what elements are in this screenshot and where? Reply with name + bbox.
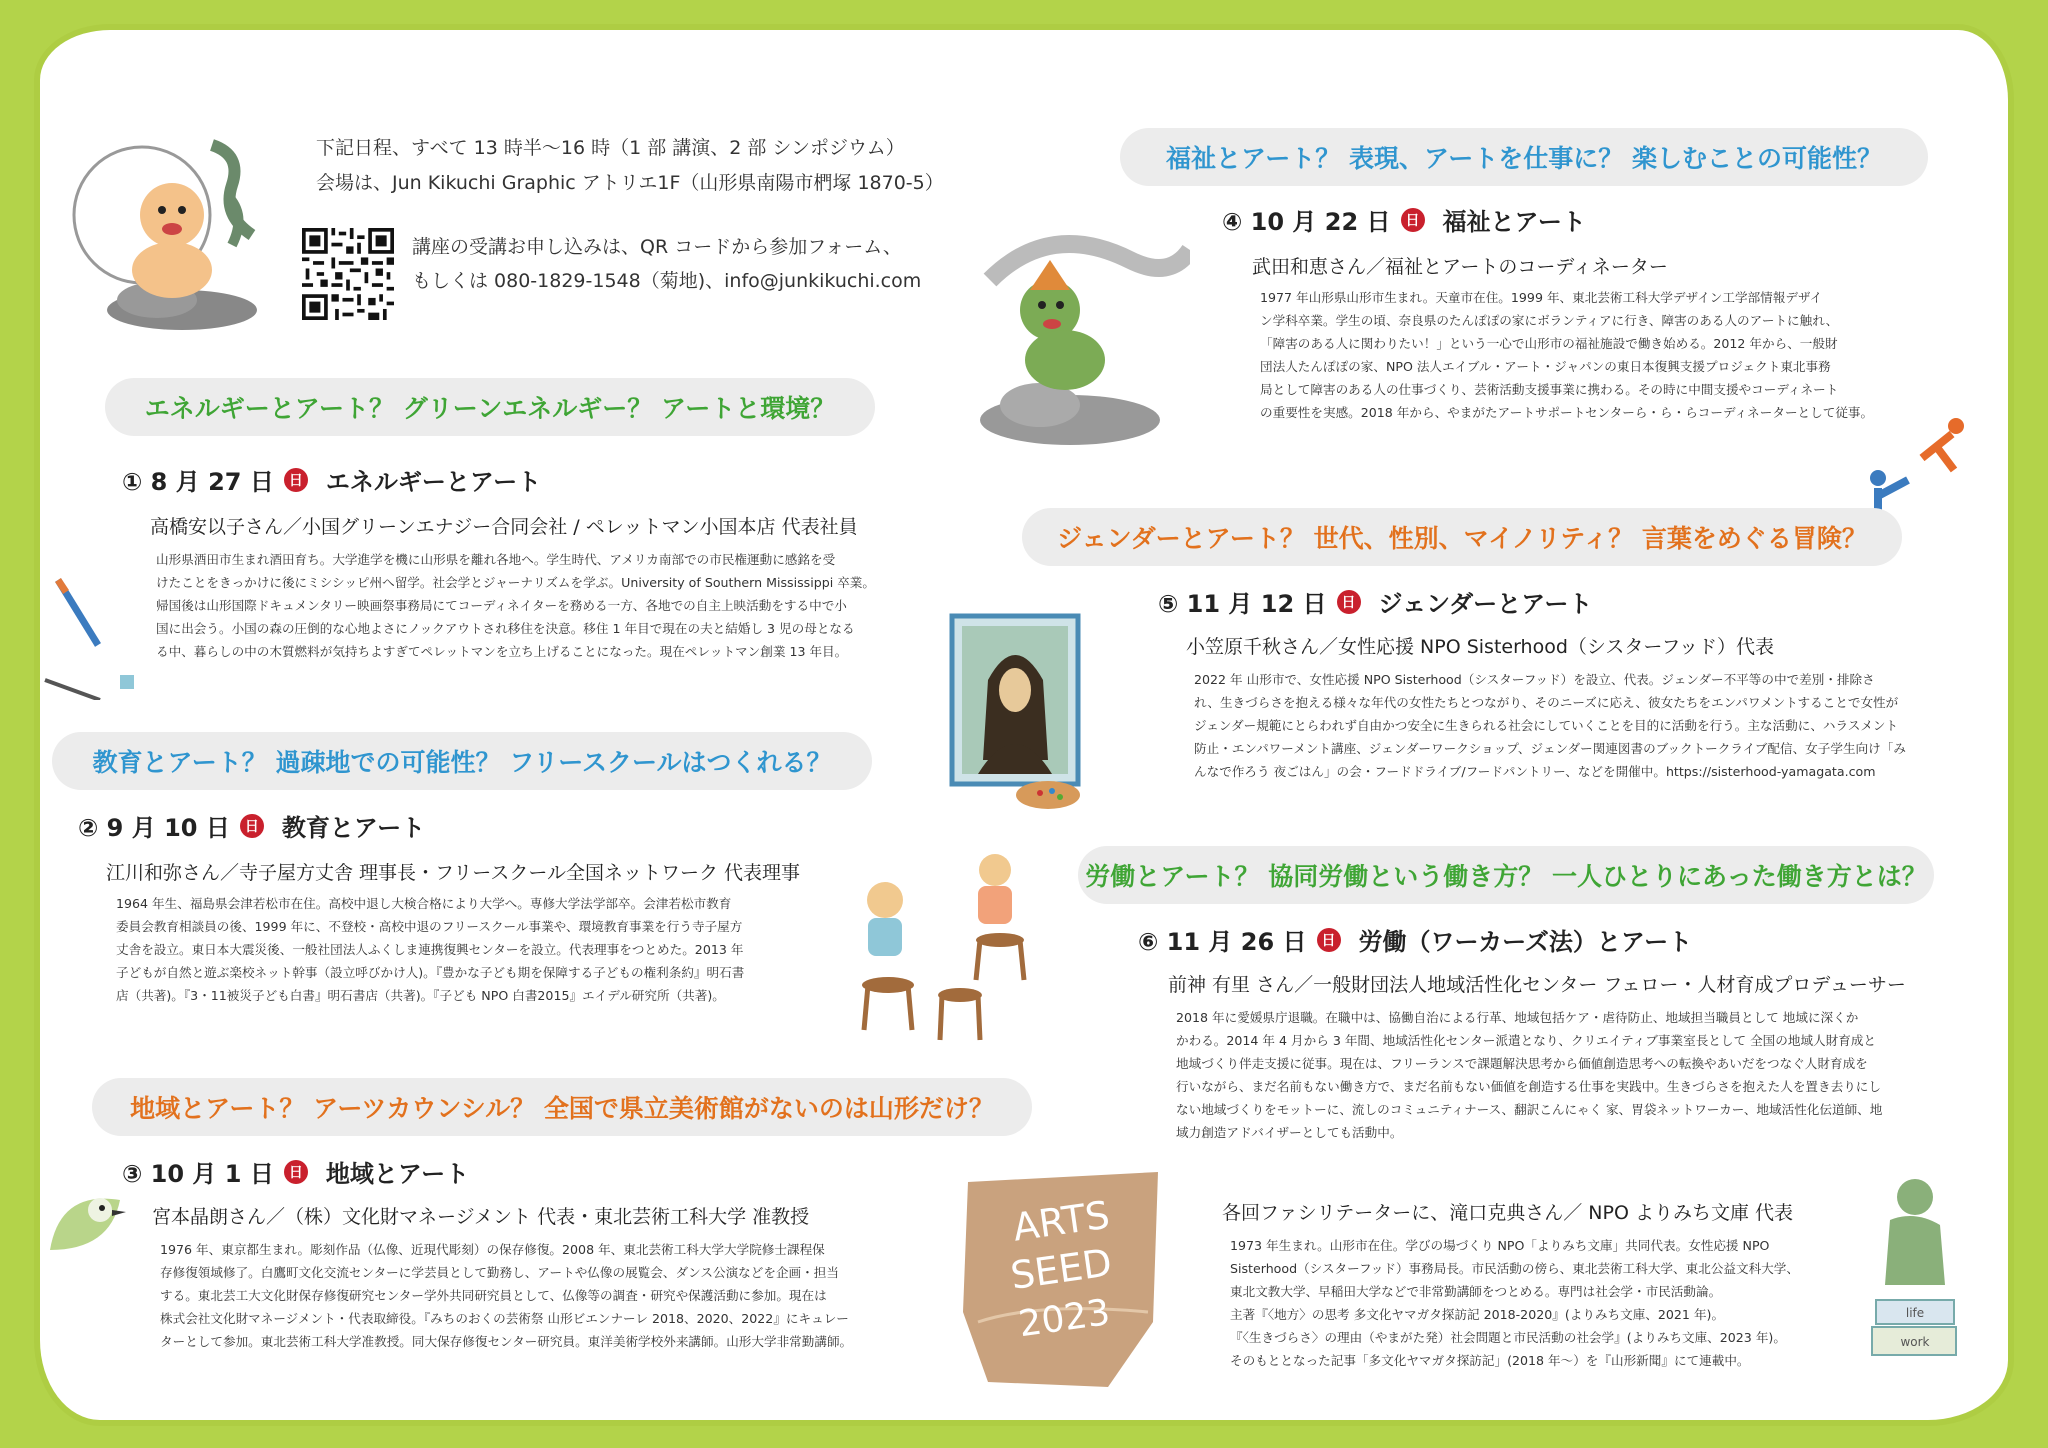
sunday-badge: 日 (1401, 208, 1425, 232)
bio-line: かわる。2014 年 4 月から 3 年間、地域活性化センター派遣となり、クリエイティブ事業室長として 全国の地域人財育成と (1176, 1033, 1877, 1048)
bio-line: 国に出会う。小国の森の圧倒的な心地よさにノックアウトされ移住を決意。移住 1 年目で現在の夫と結婚し 3 児の母となる (156, 621, 855, 636)
session-6-bio (1176, 1006, 1882, 1144)
bio-line: けたことをきっかけに後にミシシッピ州へ留学。社会学とジャーナリズムを学ぶ。University of Southern Mississippi 卒業。 (156, 575, 875, 590)
session-6-date: ⑥ 11 月 26 日 (1138, 928, 1307, 956)
bio-line: 東北文教大学、早稲田大学などで非常勤講師をつとめる。専門は社会学・市民活動論。 (1230, 1284, 1722, 1299)
sunday-badge: 日 (1337, 590, 1361, 614)
bio-line: 局として障害のある人の仕事づくり、芸術活動支援事業に携わる。その時に中間支援やコーディネート (1260, 382, 1839, 397)
bio-line: 1976 年、東京都生まれ。彫刻作品（仏像、近現代彫刻）の保存修復。2008 年、東北芸術工科大学大学院修士課程保 (160, 1242, 825, 1257)
session-1-title-post: とアート (445, 468, 542, 496)
bio-line: ジェンダー規範にとらわれず自由かつ安全に生きられる社会にしていくことを目的に活動を行う。主な活動に、ハラスメント (1194, 718, 1899, 733)
session-3-bio (160, 1238, 852, 1353)
session-5-header (1158, 584, 1592, 619)
session-5-speaker: 小笠原千秋さん／女性応援 NPO Sisterhood（シスターフッド）代表 (1186, 636, 1775, 658)
pencil-icon (40, 560, 150, 700)
bio-line: れ、生きづらさを抱える様々な年代の女性たちとつながり、そのニーズに応え、彼女たちをエンパワメントすることで女性が (1194, 695, 1899, 710)
bio-line: 子どもが自然と遊ぶ楽校ネット幹事（設立呼びかけ人)。『豊かな子ども期を保障する子どもの権利条約』明石書 (116, 965, 745, 980)
session-2-title-post: とアート (329, 814, 426, 842)
mona-lisa-icon (948, 610, 1098, 820)
bio-line: 店（共著)。『3・11被災子ども白書』明石書店（共著)。『子ども NPO 白書2015』エイデル研究所（共著)。 (116, 988, 725, 1003)
logo-line-3: 2023 (1016, 1291, 1113, 1346)
venue-line: 会場は、Jun Kikuchi Graphic アトリエ1F（山形県南陽市椚塚 1870-5） (316, 172, 944, 194)
bio-line: んなで作ろう 夜ごはん」の会・フードドライブ/フードパントリー、などを開催中。https://sisterhood-yamagata.com (1194, 764, 1876, 779)
bio-line: 1977 年山形県山形市生まれ。天童市在住。1999 年、東北芸術工科大学デザイン工学部情報デザイ (1260, 290, 1823, 305)
session-3-date: ③ 10 月 1 日 (122, 1160, 274, 1188)
bio-line: 行いながら、まだ名前もない働き方で、まだ名前もない価値を創造する仕事を実践中。生きづらさを抱えた人を置き去りにし (1176, 1079, 1881, 1094)
bio-line: 帰国後は山形国際ドキュメンタリー映画祭事務局にてコーディネイターを務める一方、各地での自主上映活動をする中で小 (156, 598, 847, 613)
bio-line: 域力創造アドバイザーとしても活動中。 (1176, 1125, 1403, 1140)
logo-line-2: SEED (1007, 1240, 1115, 1298)
bio-line: そのもととなった記事「多文化ヤマガタ探訪記」(2018 年〜）を『山形新聞』にて連載中。 (1230, 1353, 1750, 1368)
bio-line: 防止・エンパワーメント講座、ジェンダーワークショップ、ジェンダー関連図書のブックトークライブ配信、女子学生向け「み (1194, 741, 1906, 756)
bio-line: Sisterhood（シスターフッド）事務局長。市民活動の傍ら、東北芸術工科大学、東北公益文科大学、 (1230, 1261, 1799, 1276)
facilitator-speaker: 各回ファシリテーターに、滝口克典さん／ NPO よりみち文庫 代表 (1222, 1202, 1793, 1224)
session-5-title-pre: ジェンダー (1378, 590, 1498, 618)
thinker-icon (1860, 1175, 1970, 1375)
bio-line: 1964 年生、福島県会津若松市在住。高校中退し大検合格により大学へ。専修大学法学部卒。会津若松市教育 (116, 896, 732, 911)
bio-line: 存修復領域修了。白鷹町文化交流センターに学芸員として勤務し、アートや仏像の展覧会、ダンス公演などを企画・担当 (160, 1265, 839, 1280)
bio-line: 『〈生きづらさ〉の理由（やまがた発）社会問題と市民活動の社会学』(よりみち文庫、2023 年)。 (1230, 1330, 1786, 1345)
session-6-title-pre: 労働（ワーカーズ法） (1358, 928, 1597, 956)
sunday-badge: 日 (284, 468, 308, 492)
bio-line: 2022 年 山形市で、女性応援 NPO Sisterhood（シスターフッド）を設立、代表。ジェンダー不平等の中で差別・排除さ (1194, 672, 1875, 687)
bio-line: 団法人たんぽぽの家、NPO 法人エイブル・アート・ジャパンの東日本復興支援プロジェクト東北事務 (1260, 359, 1831, 374)
arts-seed-logo (958, 1172, 1168, 1392)
bio-line: 2018 年に愛媛県庁退職。在職中は、協働自治による行革、地域包括ケア・虐待防止、地域担当職員として 地域に深くか (1176, 1010, 1859, 1025)
bio-line: 「障害のある人に関わりたい！」という一心で山形市の福祉施設で働き始める。2012 年から、一般財 (1260, 336, 1838, 351)
bio-line: 丈舎を設立。東日本大震災後、一般社団法人ふくしま連携復興センターを設立。代表理事をつとめた。2013 年 (116, 942, 744, 957)
session-1-date: ① 8 月 27 日 (122, 468, 274, 496)
session-4-title-post: とアート (1490, 208, 1586, 236)
raijin-icon (62, 105, 287, 335)
apply-line-1: 講座の受講お申し込みは、QR コードから参加フォーム、 (412, 236, 902, 258)
session-3-title-pre: 地域 (325, 1160, 374, 1188)
session-5-date: ⑤ 11 月 12 日 (1158, 590, 1327, 618)
session-6-title-post: とアート (1596, 928, 1693, 956)
session-4-header (1222, 202, 1586, 237)
apply-line-2: もしくは 080-1829-1548（菊地)、info@junkikuchi.com (412, 270, 922, 292)
session-4-bio (1260, 286, 1873, 424)
session-3-title-post: とアート (373, 1160, 470, 1188)
session-2-header (78, 808, 425, 843)
session-2-date: ② 9 月 10 日 (78, 814, 230, 842)
session-2-bio (116, 892, 744, 1007)
banner-labor: 労働とアート？ 協同労働という働き方？ 一人ひとりにあった働き方とは？ (1078, 846, 1934, 904)
bio-line: ターとして参加。東北芸術工科大学准教授。同大保存修復センター研究員。東洋美術学校外来講師。山形大学非常勤講師。 (160, 1334, 853, 1349)
session-3-header (122, 1154, 469, 1189)
bio-line: 山形県酒田市生まれ酒田育ち。大学進学を機に山形県を離れ各地へ。学生時代、アメリカ南部での市民権運動に感銘を受 (156, 552, 836, 567)
banner-education: 教育とアート？ 過疎地での可能性？ フリースクールはつくれる？ (52, 732, 872, 790)
session-2-speaker: 江川和弥さん／寺子屋方丈舎 理事長・フリースクール全国ネットワーク 代表理事 (106, 862, 800, 884)
bio-line: 地域づくり伴走支援に従事。現在は、フリーランスで課題解決思考から価値創造思考への転換やあいだをつなぐ人財育成を (1176, 1056, 1868, 1071)
children-stools-icon (850, 850, 1050, 1050)
bio-line: 株式会社文化財マネージメント・代表取締役。『みちのおくの芸術祭 山形ビエンナーレ 2018、2020、2022』にキュレー (160, 1311, 849, 1326)
bio-line: る中、暮らしの中の木質燃料が気持ちよすぎてペレットマンを立ち上げることになった。現在ペレットマン創業 13 年目。 (156, 644, 848, 659)
bio-line: ン学科卒業。学生の頃、奈良県のたんぽぽの家にボランティアに行き、障害のある人のアートに触れ、 (1260, 313, 1839, 328)
session-5-bio (1194, 668, 1906, 783)
bio-line: ない地域づくりをモットーに、流しのコミュニティナース、翻訳こんにゃく 家、胃袋ネットワーカー、地域活性化伝道師、地 (1176, 1102, 1883, 1117)
banner-region: 地域とアート？ アーツカウンシル？ 全国で県立美術館がないのは山形だけ？ (92, 1078, 1032, 1136)
fujin-icon (970, 220, 1190, 450)
session-6-speaker: 前神 有里 さん／一般財団法人地域活性化センター フェロー・人材育成プロデューサー (1168, 974, 1906, 996)
session-4-title-pre: 福祉 (1442, 208, 1491, 236)
banner-energy: エネルギーとアート？ グリーンエネルギー？ アートと環境？ (105, 378, 875, 436)
session-3-speaker: 宮本晶朗さん／（株）文化財マネージメント 代表・東北芸術工科大学 准教授 (152, 1206, 810, 1228)
book-label-work: work (1900, 1335, 1930, 1349)
session-1-speaker: 高橋安以子さん／小国グリーンエナジー合同会社 / ペレットマン小国本店 代表社員 (150, 516, 858, 538)
bio-line: 1973 年生まれ。山形市在住。学びの場づくり NPO「よりみち文庫」共同代表。女性応援 NPO (1230, 1238, 1770, 1253)
session-2-title-pre: 教育 (281, 814, 330, 842)
sunday-badge: 日 (240, 814, 264, 838)
logo-line-1: ARTS (1010, 1192, 1113, 1250)
facilitator-bio (1230, 1234, 1799, 1372)
sunday-badge: 日 (284, 1160, 308, 1184)
session-5-title-post: とアート (1497, 590, 1593, 618)
bio-line: する。東北芸工大文化財保存修復研究センター学外共同研究員として、仏像等の調査・研究や保護活動に参加。現在は (160, 1288, 827, 1303)
session-6-header (1138, 922, 1692, 957)
sunday-badge: 日 (1317, 928, 1341, 952)
session-1-bio (156, 548, 875, 663)
banner-gender: ジェンダーとアート？ 世代、性別、マイノリティ？ 言葉をめぐる冒険？ (1022, 508, 1902, 566)
qr-code-icon[interactable] (302, 228, 394, 320)
banner-welfare: 福祉とアート？ 表現、アートを仕事に？ 楽しむことの可能性？ (1120, 128, 1928, 186)
session-1-header (122, 462, 541, 497)
bio-line: 委員会教育相談員の後、1999 年に、不登校・高校中退のフリースクール事業や、環境教育事業を行う寺子屋方 (116, 919, 743, 934)
session-4-date: ④ 10 月 22 日 (1222, 208, 1391, 236)
schedule-line: 下記日程、すべて 13 時半〜16 時（1 部 講演、2 部 シンポジウム） (316, 137, 905, 159)
bio-line: 主著『〈地方〉の思考 多文化ヤマガタ探訪記 2018-2020』(よりみち文庫、2021 年)。 (1230, 1307, 1725, 1322)
bio-line: の重要性を実感。2018 年から、やまがたアートサポートセンターら・ら・らコーディネーターとして従事。 (1260, 405, 1874, 420)
session-1-title-pre: エネルギー (325, 468, 446, 496)
book-label-life: life (1905, 1306, 1925, 1320)
session-4-speaker: 武田和恵さん／福祉とアートのコーディネーター (1252, 256, 1668, 278)
